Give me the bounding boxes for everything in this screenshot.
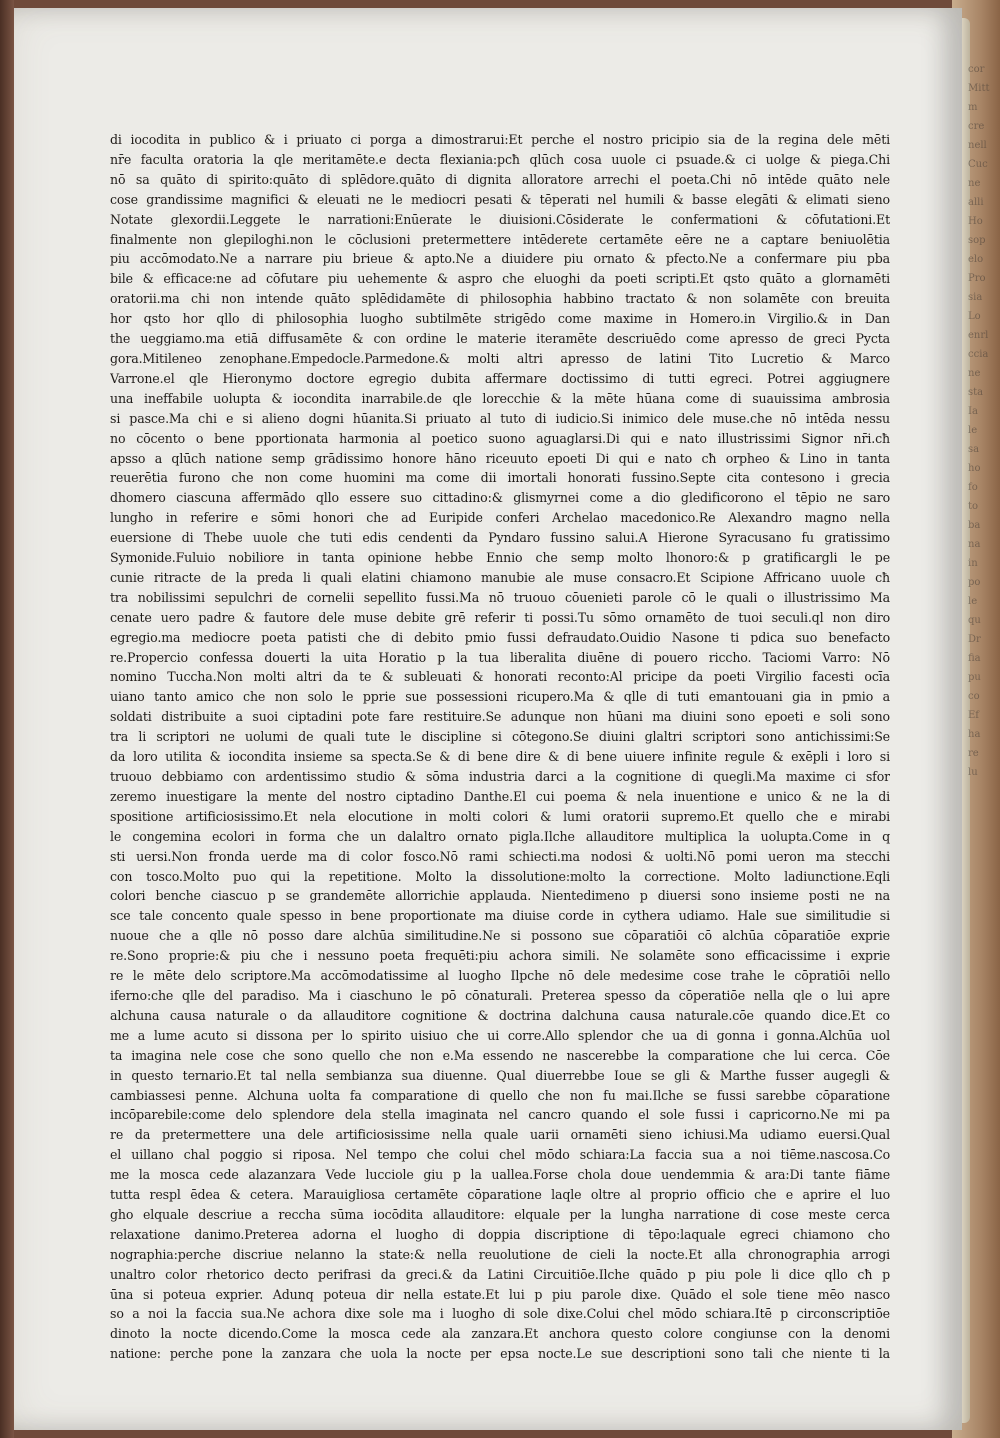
text-line: re.Propercio confessa douerti la uita Horatio p la tua liberalita diuēne di pouero riccho. Taciomi Varro: Nō (110, 649, 890, 665)
text-line: ta imagina nele cose che sono quello che non e.Ma essendo ne nascerebbe la comparatione che lui cerca. Cōe (110, 1047, 890, 1063)
facing-page-fragment: le (968, 425, 978, 436)
text-line: lungho in referire e sōmi honori che ad Euripide conferi Archelao macedonico.Re Alexandro magno nella (110, 510, 890, 526)
facing-page-fragment: sia (968, 292, 983, 303)
text-line: le congemina ecolori in forma che un dalaltro ornato pigla.Ilche allauditore multiplica la uolupta.Come in q (110, 828, 890, 844)
facing-page-fragment: to (968, 501, 979, 512)
facing-page-fragment: alli (968, 197, 984, 208)
text-line: unaltro color rhetorico decto perifrasi da greci.& da Latini Circuitiōe.Ilche quādo p piu pole li dice qllo cħ p (110, 1266, 890, 1282)
facing-page-fragment: Cuc (968, 159, 988, 170)
text-line: in questo ternario.Et tal nella sembianza sua diuenne. Qual diuerrebbe Ioue se gli & Marthe fusser augegli & (110, 1067, 890, 1083)
text-line: re le mēte delo scriptore.Ma accōmodatissime al luogho Ilpche nō dele medesime cose trahe le cōpratiōi nello (110, 968, 890, 984)
facing-page-fragment: fia (968, 653, 981, 664)
text-line: incōparebile:come delo splendore dela stella imaginata nel cancro quando el sole fussi i capricorno.Ne mi pa (110, 1107, 890, 1123)
text-line: piu accōmodato.Ne a narrare piu brieue & apto.Ne a diuidere piu ornato & pfecto.Ne a confermare piu pba (110, 251, 890, 267)
text-line: si pasce.Ma chi e si alieno dogni hūanita.Si priuato al tuto di iudicio.Si inimico dele muse.che nō intēda nessu (110, 410, 890, 426)
text-line: nr̄e faculta oratoria la qle meritamēte.e decta flexiania:pcħ qlūch cosa uuole ci psuade.& ci uolge & piega.Chi (110, 151, 890, 167)
facing-page-fragment: elo (968, 254, 984, 265)
text-line: da loro utilita & iocondita insieme sa specta.Se & di bene dire & di bene uiuere infinite regule & exēpli i loro si (110, 749, 890, 765)
text-line: sce tale concento quale spesso in bene proportionate ma diuise corde in cythera udiamo. Hale sue similitudie si (110, 908, 890, 924)
text-line: natione: perche pone la zanzara che uola la nocte per epsa nocte.Le sue descriptioni sono tali che niente ti la (110, 1346, 890, 1362)
text-line: me a lume acuto si dissona per lo spirito uisiuo che ui corre.Allo splendor che ua di gonna i gonna.Alchūa uol (110, 1027, 890, 1043)
text-line: truouo debbiamo con ardentissimo studio & sōma industria darci a la cognitione di quegli.Ma maxime ci sfor (110, 769, 890, 784)
facing-page-fragment: Ia (968, 406, 978, 417)
facing-page-fragment: Dr (968, 634, 981, 645)
facing-page-fragment: le (968, 596, 978, 607)
text-line: nō sa quāto di spirito:quāto di splēdore.quāto di dignita alloratore arrechi el poeta.Chi nō intēde quāto nele (110, 171, 890, 187)
facing-page-fragment: po (968, 577, 981, 588)
text-line: dhomero ciascuna affermādo qllo essere suo cittadino:& glismyrnei come a dio gledificorono el tēpio ne saro (110, 490, 890, 506)
text-line: alchuna causa naturale o da allauditore cognitione & doctrina dalchuna causa naturale.cōe quando dice.Et co (110, 1007, 890, 1023)
facing-page-fragment: ccia (968, 349, 989, 360)
text-line: colori benche ciascuo p se grandemēte allorrichie applauda. Nientedimeno p diuersi sono insieme posti ne na (110, 888, 890, 904)
text-line: Varrone.el qle Hieronymo doctore egregio dubita affermare doctissimo di tutti egreci. Potrei aggiugnere (110, 370, 890, 386)
facing-page-fragment: Mitt (968, 83, 990, 94)
text-line: re.Sono proprie:& piu che i nessuno poeta frequēti:piu achora simili. Ne solamēte sono efficacissime i exprie (110, 948, 890, 964)
text-line: tutta respl ēdea & cetera. Marauigliosa certamēte cōparatione laqle oltre al proprio officio che e aprire el luo (110, 1187, 890, 1203)
text-line: bile & efficace:ne ad cōfutare piu uehemente & aspro che eluoghi da poeti scripti.Et qsto quāto a glornamēti (110, 271, 890, 287)
facing-page-fragment: Ef (968, 710, 980, 721)
text-line: iferno:che qlle del paradiso. Ma i ciaschuno le pō cōnaturali. Preterea spesso da cōperatiōe nella qle o lui apre (110, 987, 890, 1003)
text-line: oratorii.ma chi non intende quāto splēdidamēte di philosophia habbino tractato & non solamēte con breuita (110, 291, 890, 307)
text-line: egregio.ma mediocre poeta patisti che di debito pmio fussi defraudato.Ouidio Nasone ti pdica suo benefacto (110, 629, 890, 645)
facing-page-fragment: qu (968, 615, 981, 626)
facing-page-fragment: lu (968, 767, 978, 778)
facing-page-fragment: ne (968, 368, 981, 379)
text-line: apsso a qlūch natione semp grādissimo honore hāno riceuuto epoeti Di qui e nato cħ orpheo & Lino in tanta (110, 450, 890, 466)
facing-page-fragment: cre (968, 121, 985, 132)
text-line: euersione di Thebe uuole che tuti edis cendenti da Pyndaro fussino salui.A Hierone Syracusano fu gratissimo (110, 530, 890, 546)
text-line: the ueggiamo.ma etiā diffusamēte & con ordine le materie iteramēte descriuēdo come apresso de greci Pycta (110, 331, 890, 347)
text-line: hor qsto hor qllo di philosophia luogho subtilmēte strigēdo come maxime in Homero.in Virgilio.& in Dan (110, 311, 890, 327)
text-line: cunie ritracte de la preda li quali elatini chiamono manubie ale muse consacro.Et Scipione Affricano uuole cħ (110, 569, 890, 585)
text-line: Symonide.Fuluio nobiliore in tanta opinione hebbe Ennio che semp molto lhonoro:& p gratificargli le pe (110, 550, 890, 566)
text-line: di iocodita in publico & i priuato ci porga a dimostrarui:Et perche el nostro pricipio sia de la regina dele mēti (110, 132, 890, 147)
scan-background-left (0, 0, 14, 1438)
facing-page-fragment: Lo (968, 311, 981, 322)
text-line: nographia:perche discriue nelanno la state:& nella reuolutione de cieli la nocte.Et alla chronographia arrogi (110, 1246, 890, 1262)
text-line: cenate uero padre & fautore dele muse debite grē referir ti possi.Tu sōmo ornamēto de tuoi seculi.ql non diro (110, 609, 890, 625)
text-line: tra li scriptori ne uolumi de quali tute le discipline si cōtegono.Se diuini glaltri scriptori sono antichissimi:Se (110, 729, 890, 745)
facing-page-fragment: na (968, 539, 981, 550)
text-line: no cōcento o bene pportionata harmonia al poetico suono aguaglarsi.Di qui e nato illustrissimi Signor nr̄i.cħ (110, 430, 890, 446)
text-line: soldati distribuite a suoi ciptadini pote fare restituire.Se adunque non hūani ma diuini sono epoeti e soli sono (110, 709, 890, 725)
facing-page-fragment: ba (968, 520, 981, 531)
facing-page-fragment: sa (968, 444, 980, 455)
facing-page-text (968, 60, 998, 1400)
book-page (14, 8, 962, 1430)
facing-page-fragment: sop (968, 235, 986, 246)
text-line: una ineffabile uolupta & iocondita inarrabile.de qle lorecchie & la mēte hūana come di suauissima ambrosia (110, 390, 890, 406)
facing-page-fragment: Pro (968, 273, 986, 284)
text-line: sti uersi.Non fronda uerde ma di color fosco.Nō rami schiecti.ma nodosi & uolti.Nō pomi ueron ma stecchi (110, 848, 890, 864)
text-line: uiano tanto amico che non solo le pprie sue possessioni ricupero.Ma & qlle di tuti emantouani gia in pmio a (110, 689, 890, 705)
facing-page-fragment: in (968, 558, 978, 569)
facing-page-fragment: nell (968, 140, 987, 151)
facing-page-fragment: fo (968, 482, 978, 493)
text-line: gho elquale descriue a reccha sūma iocōdita allauditore: elquale per la lungha narratione di cose meste cerca (110, 1206, 890, 1222)
text-line: dinoto la nocte dicendo.Come la mosca cede ala zanzara.Et anchora questo colore congiunse con la denomi (110, 1326, 890, 1342)
facing-page-fragment: Ho (968, 216, 983, 227)
facing-page-fragment: re (968, 748, 979, 759)
facing-page-fragment: pu (968, 672, 981, 683)
text-line: re da pretermettere una dele artificiosissime nella quale uarii ornamēti sieno ichiusi.Ma udiamo euersi.Qual (110, 1127, 890, 1143)
facing-page-fragment: ha (968, 729, 981, 740)
text-line: cose grandissime magnifici & eleuati ne le mediocri pesati & tēperati nel humili & basse elegāti & elimati sieno (110, 191, 890, 207)
page-text-block (110, 130, 890, 1364)
facing-page-fragment: co (968, 691, 980, 702)
text-line: finalmente non glepiloghi.non le cōclusioni pretermettere intēderete certamēte eēre ne a captare beniuolētia (110, 231, 890, 247)
facing-page-fragment: m (968, 102, 978, 113)
text-line: nuoue che a qlle nō posso dare alchūa similitudine.Ne si possono sue cōparatiōi cō alchūa cōparatiōe exprie (110, 928, 890, 944)
text-line: gora.Mitileneo zenophane.Empedocle.Parmedone.& molti altri apresso de latini Tito Lucretio & Marco (110, 350, 890, 366)
text-line: reuerētia furono che non come huomini ma come dii imortali honorati fussino.Septe cita contesono i grecia (110, 470, 890, 486)
text-line: cambiassesi penne. Alchuna uolta fa comparatione di quello che non fu mai.Ilche se fussi sarebbe cōparatione (110, 1087, 890, 1103)
text-line: so a noi la faccia sua.Ne achora dixe sole ma i luogho di sole dixe.Colui chel mōdo schiara.Itē p circonscriptiōe (110, 1306, 890, 1322)
text-line: spositione artificiosissimo.Et nela elocutione in molti colori & lumi oratorii supremo.Et quello che e mirabi (110, 808, 890, 824)
facing-page-fragment: ne (968, 178, 981, 189)
text-line: relaxatione danimo.Preterea adorna el luogho di doppia discriptione di tēpo:laquale egreci chiamono cho (110, 1226, 890, 1242)
text-line: ūna si poteua exprier. Adunq poteua dir nella estate.Et lui p piu parole dixe. Quādo el sole tiene mēo nasco (110, 1286, 890, 1302)
text-line: tra nobilissimi sepulchri de cornelii sepellito fussi.Ma nō truouo cōuenieti parole cō le quali o illustrissimo Ma (110, 589, 890, 605)
text-line: me la mosca cede alazanzara Vede lucciole giu p la uallea.Forse chola doue uendemmia & ara:Di tante fiāme (110, 1167, 890, 1183)
text-line: zeremo inuestigare la mente del nostro ciptadino Danthe.El cui poema & nela inuentione e unico & ne la di (110, 788, 890, 804)
text-line: el uillano chal poggio si riposa. Nel tempo che colui chel mōdo schiara:La faccia sua a noi tiēme.nascosa.Co (110, 1147, 890, 1163)
facing-page-fragment: sta (968, 387, 984, 398)
facing-page-fragment: ho (968, 463, 981, 474)
facing-page-fragment: enrl (968, 330, 989, 341)
text-line: Notate glexordii.Leggete le narrationi:Enūerate le diuisioni.Cōsiderate le confermationi & cōfutationi.Et (110, 211, 890, 227)
text-line: nomino Tuccha.Non molti altri da te & subleuati & honorati reconto:Al pricipe da poeti Virgilio facesti ocīa (110, 669, 890, 685)
text-line: con tosco.Molto puo qui la repetitione. Molto la dissolutione:molto la correctione. Molto ladiunctione.Eqli (110, 868, 890, 884)
facing-page-fragment: cor (968, 64, 985, 75)
